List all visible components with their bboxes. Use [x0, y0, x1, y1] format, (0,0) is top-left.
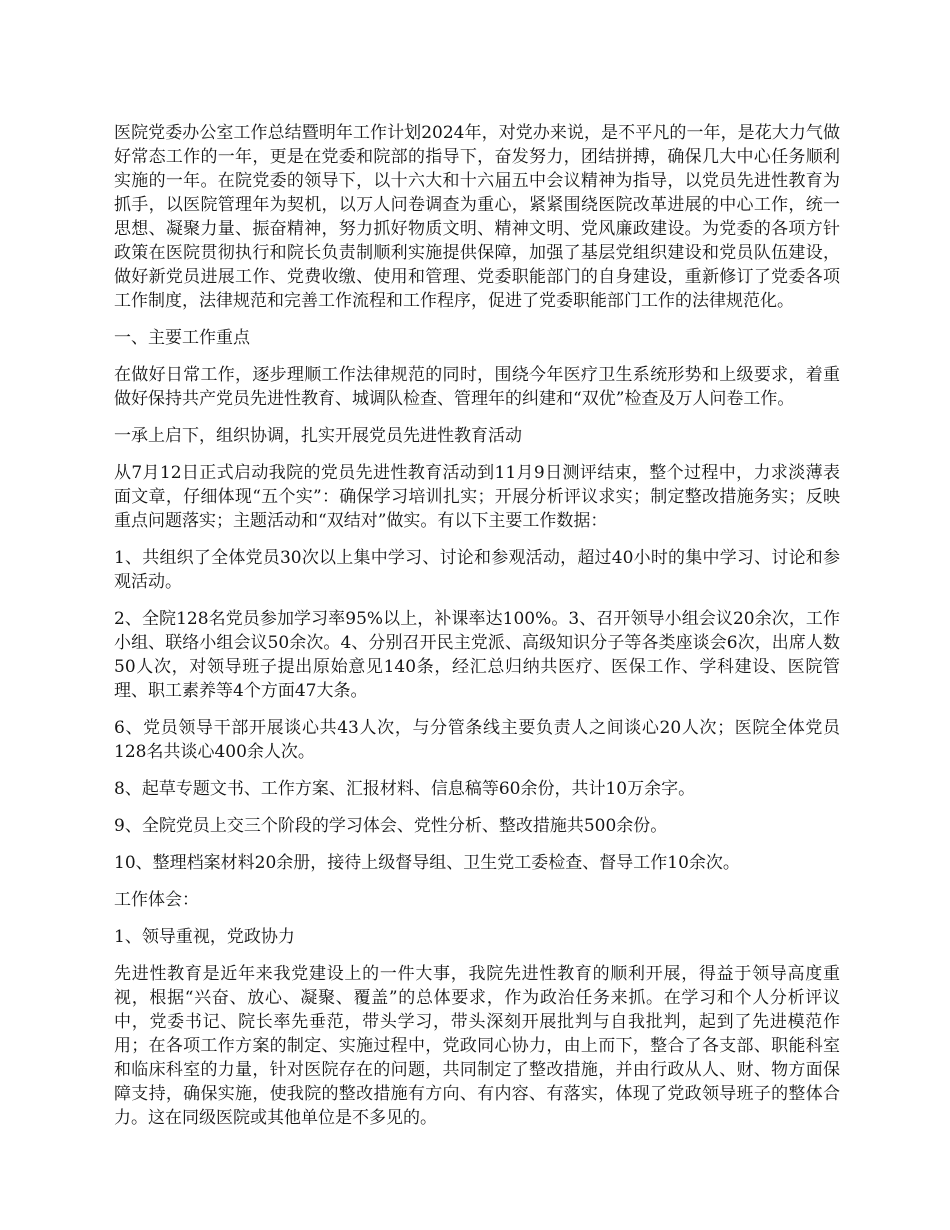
document-body [114, 121, 840, 1143]
main-work-paragraph: 在做好日常工作，逐步理顺工作法律规范的同时，围绕今年医疗卫生系统形势和上级要求，着重做好保持共产党员先进性教育、城调队检查、管理年的纠建和“双优”检查及万人问卷工作。 [114, 365, 840, 409]
education-paragraph: 从7月12日正式启动我院的党员先进性教育活动到11月9日测评结束，整个过程中，力求淡薄表面文章，仔细体现“五个实”：确保学习培训扎实；开展分析评议求实；制定整改措施务实；反映重点问题落实；主题活动和“双结对”做实。有以下主要工作数据： [114, 463, 840, 531]
intro-paragraph: 医院党委办公室工作总结暨明年工作计划2024年，对党办来说，是不平凡的一年，是花大力气做好常态工作的一年，更是在党委和院部的指导下，奋发努力，团结拼搏，确保几大中心任务顺利实施的一年。在院党委的领导下，以十六大和十六届五中会议精神为指导，以党员先进性教育为抓手，以医院管理年为契机，以万人问卷调查为重心，紧紧围绕医院改革进展的中心工作，统一思想、凝聚力量、振奋精神，努力抓好物质文明、精神文明、党风廉政建设。为党委的各项方针政策在医院贯彻执行和院长负责制顺利实施提供保障，加强了基层党组织建设和党员队伍建设，做好新党员进展工作、党费收缴、使用和管理、党委职能部门的自身建设，重新修订了党委各项工作制度，法律规范和完善工作流程和工作程序，促进了党委职能部门工作的法律规范化。 [114, 123, 840, 311]
section-heading-main-work: 一、主要工作重点 [114, 328, 250, 348]
experience-heading: 工作体会： [114, 890, 199, 910]
data-item-2-4: 2、全院128名党员参加学习率95%以上，补课率达100%。3、召开领导小组会议20余次，工作小组、联络小组会议50余次。4、分别召开民主党派、高级知识分子等各类座谈会6次，出席人数50人次，对领导班子提出原始意见140条，经汇总归纳共医疗、医保工作、学科建设、医院管理、职工素养等4个方面47大条。 [114, 609, 840, 701]
experience-item-1-heading: 1、领导重视，党政协力 [114, 927, 295, 947]
data-item-9: 9、全院党员上交三个阶段的学习体会、党性分析、整改措施共500余份。 [114, 816, 668, 836]
data-item-10: 10、整理档案材料20余册，接待上级督导组、卫生党工委检查、督导工作10余次。 [114, 853, 740, 873]
data-item-6: 6、党员领导干部开展谈心共43人次，与分管条线主要负责人之间谈心20人次；医院全体党员128名共谈心400余人次。 [114, 718, 840, 762]
experience-item-1-paragraph: 先进性教育是近年来我党建设上的一件大事，我院先进性教育的顺利开展，得益于领导高度重视，根据“兴奋、放心、凝聚、覆盖”的总体要求，作为政治任务来抓。在学习和个人分析评议中，党委书记、院长率先垂范，带头学习，带头深刻开展批判与自我批判，起到了先进模范作用；在各项工作方案的制定、实施过程中，党政同心协力，由上而下，整合了各支部、职能科室和临床科室的力量，针对医院存在的问题，共同制定了整改措施，并由行政从人、财、物方面保障支持，确保实施，使我院的整改措施有方向、有内容、有落实，体现了党政领导班子的整体合力。这在同级医院或其他单位是不多见的。 [114, 964, 840, 1128]
data-item-8: 8、起草专题文书、工作方案、汇报材料、信息稿等60余份，共计10万余字。 [114, 779, 696, 799]
subsection-heading-education: 一承上启下，组织协调，扎实开展党员先进性教育活动 [114, 426, 522, 446]
data-item-1: 1、共组织了全体党员30次以上集中学习、讨论和参观活动，超过40小时的集中学习、讨论和参观活动。 [114, 548, 840, 592]
